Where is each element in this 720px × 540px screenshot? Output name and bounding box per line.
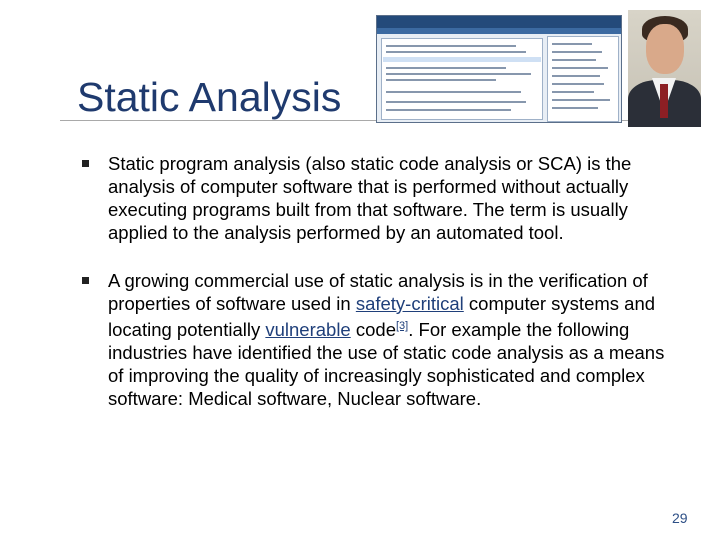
- screenshot-row: [386, 51, 526, 53]
- screenshot-row: [552, 107, 598, 109]
- square-bullet-icon: [82, 277, 89, 284]
- screenshot-row: [552, 59, 596, 61]
- screenshot-results-pane: [381, 38, 543, 120]
- screenshot-row: [552, 91, 594, 93]
- bullet-item: [82, 269, 682, 410]
- screenshot-row: [386, 79, 496, 81]
- screenshot-row: [552, 99, 610, 101]
- bullet-text: A growing commercial use of static analysis is in the verification of properties of software used in: [108, 270, 648, 314]
- bullet-text: computer systems and locating potentially: [108, 293, 656, 341]
- bullet-text: Static program analysis (also static code analysis or SCA) is the analysis of computer software that is performed without actually executing programs built from that software. The term is usually applied to the analysis performed by an automated tool.: [108, 153, 632, 243]
- bullet-item: [82, 152, 682, 244]
- screenshot-row: [552, 67, 608, 69]
- screenshot-row: [552, 75, 600, 77]
- screenshot-row: [386, 91, 521, 93]
- screenshot-titlebar: [377, 16, 621, 28]
- vulnerable-link[interactable]: vulnerable: [265, 319, 351, 341]
- screenshot-row: [386, 109, 511, 111]
- screenshot-toolbar: [377, 28, 621, 34]
- screenshot-row: [386, 45, 516, 47]
- citation-link[interactable]: [3]: [396, 320, 409, 332]
- slide-title: Static Analysis: [77, 74, 342, 120]
- page-number: 29: [672, 510, 688, 526]
- screenshot-filter-pane: [547, 36, 619, 122]
- safety-critical-link[interactable]: safety-critical: [355, 293, 464, 314]
- screenshot-selected-row: [383, 57, 541, 62]
- screenshot-row: [552, 43, 592, 45]
- bullet-text: code: [350, 319, 396, 341]
- analysis-tool-screenshot: [376, 15, 622, 123]
- screenshot-row: [386, 67, 506, 69]
- speaker-photo: [628, 10, 701, 127]
- screenshot-row: [386, 101, 526, 103]
- square-bullet-icon: [82, 160, 89, 167]
- screenshot-row: [552, 51, 602, 53]
- screenshot-row: [552, 83, 604, 85]
- screenshot-row: [386, 73, 531, 75]
- bullet-text: . For example the following industries have identified the use of static code analysis as a means of improving the quality of increasingly sophisticated and complex software: Medical software, Nuclear software.: [108, 319, 665, 410]
- bullet-list: [82, 152, 682, 435]
